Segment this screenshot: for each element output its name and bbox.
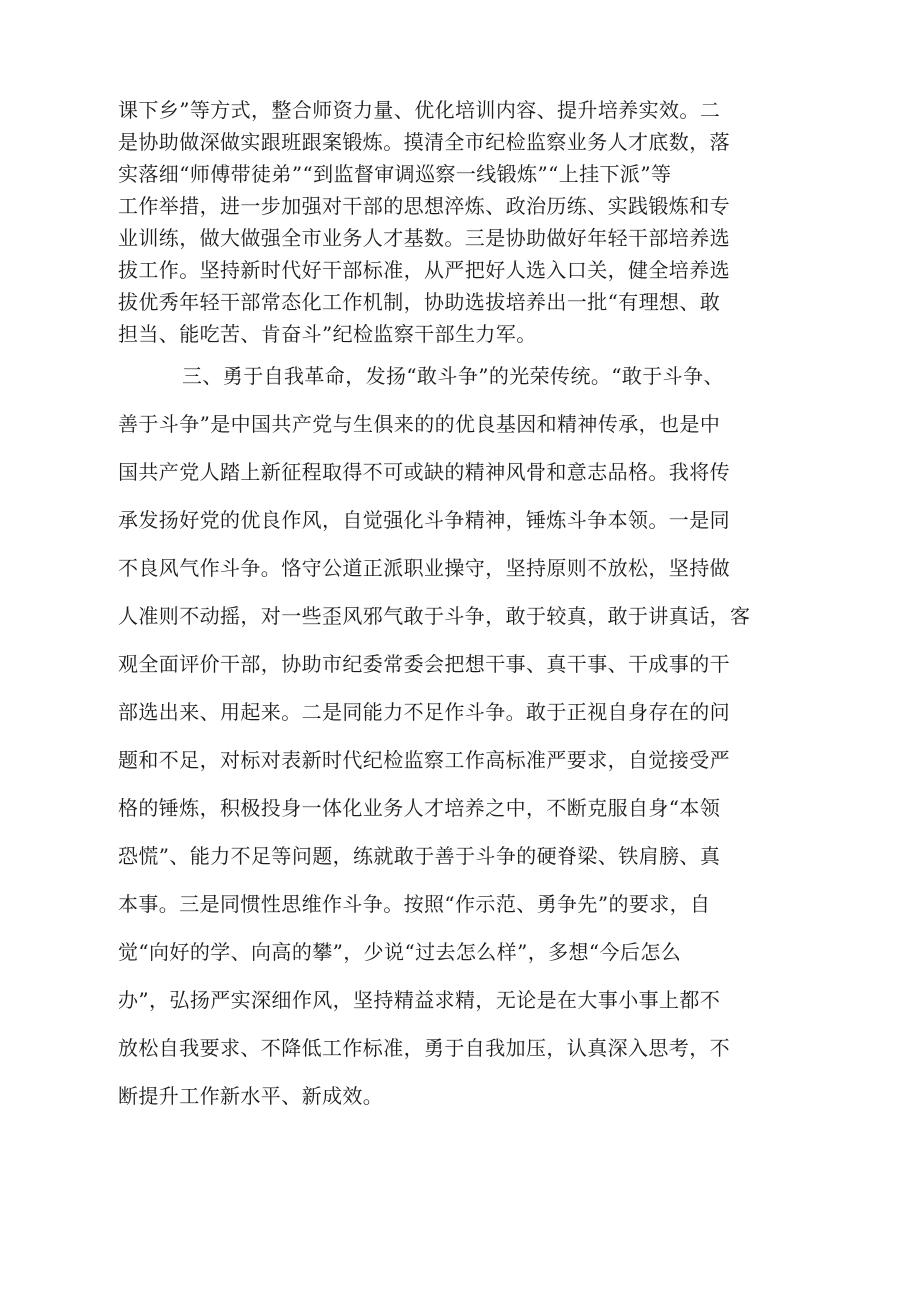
- text-line: 办”，弘扬严实深细作风，坚持精益求精，无论是在大事小事上都不: [118, 988, 721, 1012]
- text-line: 善于斗争”是中国共产党与生俱来的的优良基因和精神传承，也是中: [118, 412, 721, 436]
- text-line: 承发扬好党的优良作风，自觉强化斗争精神，锤炼斗争本领。一是同: [118, 508, 730, 532]
- text-line: 实落细“师傅带徒弟”“到监督审调巡察一线锻炼”“上挂下派”等: [118, 162, 672, 186]
- text-line: 国共产党人踏上新征程取得不可或缺的精神风骨和意志品格。我将传: [118, 460, 730, 484]
- text-line: 观全面评价干部，协助市纪委常委会把想干事、真干事、干成事的干: [118, 652, 730, 676]
- text-line: 拔工作。坚持新时代好干部标准，从严把好人选入口关，健全培养选: [118, 258, 730, 282]
- text-line: 业训练，做大做强全市业务人才基数。三是协助做好年轻干部培养选: [118, 226, 730, 250]
- text-line: 本事。三是同惯性思维作斗争。按照“作示范、勇争先”的要求，自: [118, 892, 711, 916]
- text-line: 工作举措，进一步加强对干部的思想淬炼、政治历练、实践锻炼和专: [118, 194, 730, 218]
- text-line: 是协助做深做实跟班跟案锻炼。摸清全市纪检监察业务人才底数，落: [118, 130, 730, 154]
- text-line: 担当、能吃苦、肯奋斗”纪检监察干部生力军。: [118, 322, 537, 346]
- text-line: 断提升工作新水平、新成效。: [118, 1084, 384, 1108]
- text-line: 不良风气作斗争。恪守公道正派职业操守，坚持原则不放松，坚持做: [118, 556, 730, 580]
- text-line: 恐慌”、能力不足等问题，练就敢于善于斗争的硬脊梁、铁肩膀、真: [118, 844, 721, 868]
- text-line: 课下乡”等方式，整合师资力量、优化培训内容、提升培养实效。二: [118, 98, 721, 122]
- text-line: 部选出来、用起来。二是同能力不足作斗争。敢于正视自身存在的问: [118, 700, 730, 724]
- text-line: 觉“向好的学、向高的攀”，少说“过去怎么样”，多想“今后怎么: [118, 940, 682, 964]
- text-line: 人准则不动摇，对一些歪风邪气敢于斗争，敢于较真，敢于讲真话，客: [118, 604, 751, 628]
- text-line: 格的锤炼，积极投身一体化业务人才培养之中，不断克服自身“本领: [118, 796, 721, 820]
- text-line: 拔优秀年轻干部常态化工作机制，协助选拔培养出一批“有理想、敢: [118, 290, 721, 314]
- section-heading-line: 三、勇于自我革命，发扬“敢斗争”的光荣传统。“敢于斗争、: [182, 364, 724, 388]
- text-line: 题和不足，对标对表新时代纪检监察工作高标准严要求，自觉接受严: [118, 748, 730, 772]
- text-line: 放松自我要求、不降低工作标准，勇于自我加压，认真深入思考，不: [118, 1036, 730, 1060]
